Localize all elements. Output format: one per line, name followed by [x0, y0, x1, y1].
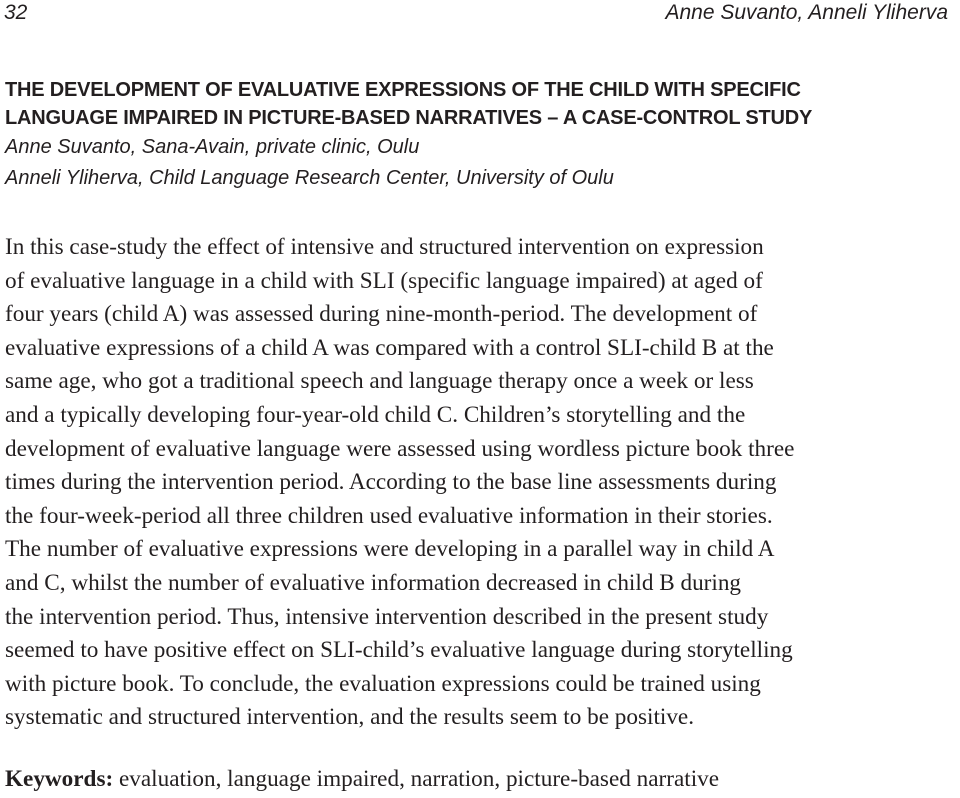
author-affiliation: Anneli Yliherva, Child Language Research Center, University of Oulu: [5, 167, 614, 189]
abstract-line: same age, who got a traditional speech and language therapy once a week or less: [5, 368, 754, 395]
author-affiliation: Anne Suvanto, Sana-Avain, private clinic, Oulu: [5, 136, 420, 158]
abstract-line: with picture book. To conclude, the evaluation expressions could be trained using: [5, 670, 761, 697]
abstract-line: times during the intervention period. According to the base line assessments during: [5, 469, 777, 496]
abstract-line: four years (child A) was assessed during nine-month-period. The development of: [5, 301, 758, 328]
abstract-line: and a typically developing four-year-old child C. Children’s storytelling and the: [5, 401, 746, 428]
abstract-line: development of evaluative language were assessed using wordless picture book three: [5, 435, 795, 462]
keywords-label: Keywords:: [5, 766, 114, 792]
article-title: [5, 76, 955, 132]
keywords: [5, 763, 719, 796]
abstract-line: In this case-study the effect of intensive and structured intervention on expression: [5, 234, 764, 260]
running-head: Anne Suvanto, Anneli Yliherva: [665, 1, 948, 24]
abstract-line: of evaluative language in a child with SLI (specific language impaired) at aged of: [5, 267, 763, 294]
abstract-body: [5, 231, 895, 735]
abstract-line: the intervention period. Thus, intensive intervention described in the present study: [5, 603, 769, 630]
abstract-line: seemed to have positive effect on SLI-child’s evaluative language during storytelling: [5, 637, 793, 664]
abstract-line: the four-week-period all three children used evaluative information in their stories.: [5, 502, 773, 529]
article-title-line: LANGUAGE IMPAIRED IN PICTURE-BASED NARRATIVES – A CASE-CONTROL STUDY: [5, 107, 813, 129]
keywords-text: evaluation, language impaired, narration, picture-based narrative: [113, 766, 720, 792]
abstract-line: evaluative expressions of a child A was compared with a control SLI-child B at the: [5, 334, 774, 361]
article-title-line: THE DEVELOPMENT OF EVALUATIVE EXPRESSIONS OF THE CHILD WITH SPECIFIC: [5, 79, 801, 101]
abstract-line: and C, whilst the number of evaluative information decreased in child B during: [5, 569, 742, 596]
page-header: [0, 0, 960, 30]
abstract-line: systematic and structured intervention, and the results seem to be positive.: [5, 704, 695, 731]
page-number: 32: [4, 1, 28, 24]
article-heading: [5, 76, 955, 194]
abstract-line: The number of evaluative expressions were developing in a parallel way in child A: [5, 536, 775, 563]
